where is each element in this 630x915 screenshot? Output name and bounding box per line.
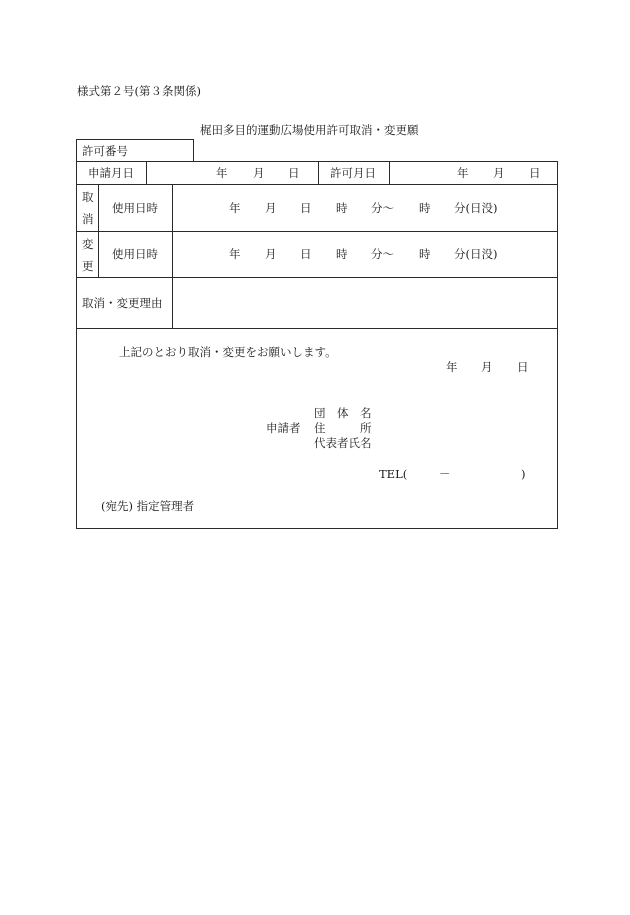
permit-number-label: 許可番号: [82, 144, 128, 158]
change-end-minute: 分(日没): [454, 247, 498, 261]
change-side-label-bottom: 更: [82, 259, 94, 273]
permission-year: 年: [457, 166, 469, 180]
address-label: 住 所: [314, 421, 372, 435]
cancel-side-label-top: 取: [82, 190, 94, 204]
change-side-label-top: 変: [82, 237, 94, 251]
form-number: 様式第２号(第３条関係): [77, 84, 201, 98]
cancel-side-label-bottom: 消: [82, 212, 94, 226]
frame-bottom: [76, 528, 558, 529]
line-dates-top: [76, 161, 557, 162]
request-year: 年: [446, 360, 458, 374]
request-statement: 上記のとおり取消・変更をお願いします。: [119, 345, 337, 359]
cancel-end-hour: 時: [419, 201, 431, 215]
change-year: 年: [229, 247, 241, 261]
change-usage-datetime-label: 使用日時: [112, 247, 158, 261]
divider-dates-2: [318, 161, 319, 184]
frame-right: [557, 161, 558, 529]
request-month: 月: [481, 360, 493, 374]
applicant-label: 申請者: [266, 421, 301, 435]
change-month: 月: [265, 247, 277, 261]
permission-date-label: 許可月日: [330, 166, 376, 180]
tel-label: TEL(: [379, 467, 408, 481]
permission-day: 日: [529, 166, 541, 180]
line-change-top: [76, 231, 557, 232]
cancel-month: 月: [265, 201, 277, 215]
cancel-usage-datetime-label: 使用日時: [112, 201, 158, 215]
permit-box-top: [76, 139, 193, 140]
application-month: 月: [253, 166, 265, 180]
tel-dash: －: [439, 467, 451, 481]
application-day: 日: [288, 166, 300, 180]
divider-side-labels: [98, 184, 99, 277]
change-end-hour: 時: [419, 247, 431, 261]
line-reason-top: [76, 277, 557, 278]
change-start-hour: 時: [336, 247, 348, 261]
application-date-label: 申請月日: [88, 166, 134, 180]
permission-month: 月: [493, 166, 505, 180]
permit-box-right: [193, 139, 194, 161]
cancel-start-hour: 時: [336, 201, 348, 215]
request-day: 日: [517, 360, 529, 374]
reason-label: 取消・変更理由: [82, 296, 163, 310]
cancel-year: 年: [229, 201, 241, 215]
change-start-minute: 分～: [371, 247, 394, 261]
frame-left: [76, 139, 77, 529]
line-request-top: [76, 328, 557, 329]
organization-name-label: 団 体 名: [314, 406, 372, 420]
form-title: 梶田多目的運動広場使用許可取消・変更願: [200, 123, 419, 137]
cancel-day: 日: [300, 201, 312, 215]
divider-dates-3: [389, 161, 390, 184]
tel-close: ): [521, 467, 526, 481]
divider-dates-1: [146, 161, 147, 184]
representative-name-label: 代表者氏名: [314, 436, 372, 450]
change-day: 日: [300, 247, 312, 261]
divider-field-labels: [172, 184, 173, 328]
line-cancel-top: [76, 184, 557, 185]
recipient: (宛先) 指定管理者: [101, 499, 195, 513]
application-year: 年: [216, 166, 228, 180]
cancel-start-minute: 分～: [371, 201, 394, 215]
cancel-end-minute: 分(日没): [454, 201, 498, 215]
